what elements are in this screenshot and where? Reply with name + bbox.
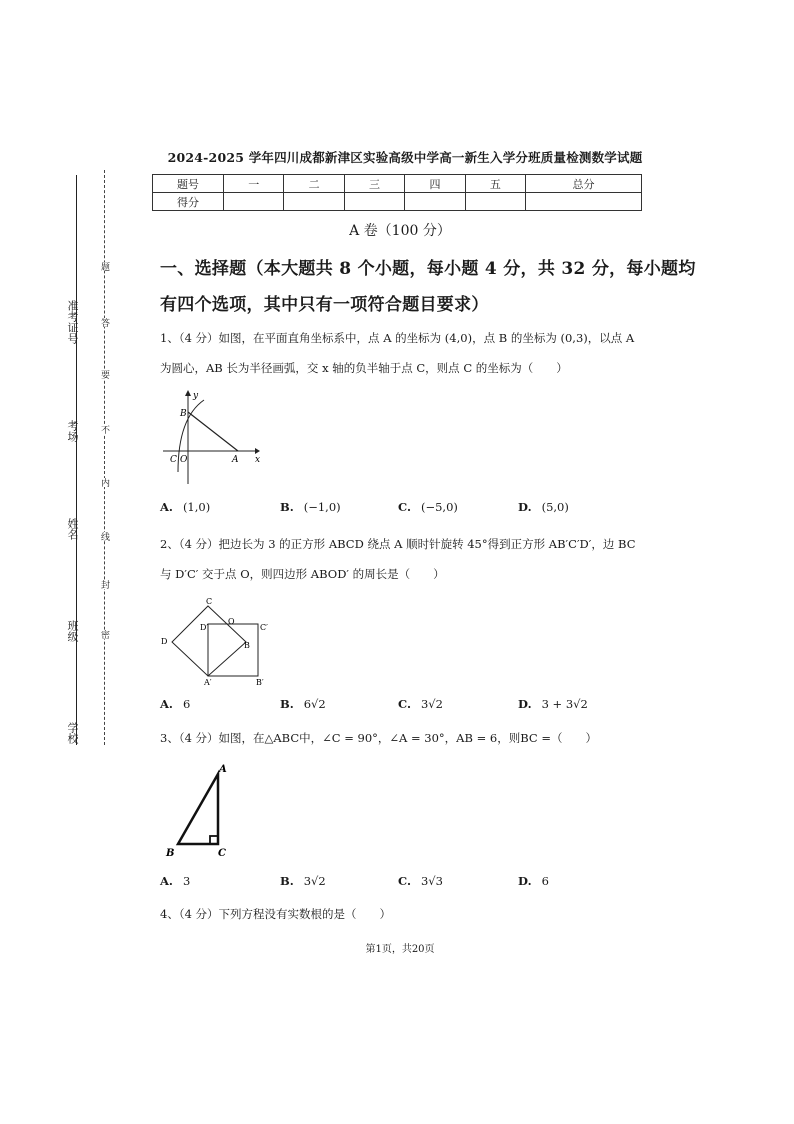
label-o: O [228, 617, 235, 626]
score-cell [465, 193, 525, 211]
q1-text-line1: 1、（4 分）如图，在平面直角坐标系中，点 A 的坐标为 (4,0)，点 B 的坐标为 (0,3)，以点 A [160, 331, 635, 345]
label-c: C [218, 848, 226, 859]
binding-label-school: 学校 [66, 722, 79, 744]
q2-option-d: D. 3 + 3√2 [518, 697, 588, 711]
binding-line [76, 175, 77, 745]
label-o: O [180, 455, 188, 465]
label-a: A [219, 764, 227, 775]
label-b: B [244, 641, 250, 650]
seal-char: 封 [99, 580, 109, 589]
section-heading-line1: 一、选择题（本大题共 8 个小题，每小题 4 分，共 32 分，每小题均 [160, 259, 696, 279]
q4-text-line1: 4、（4 分）下列方程没有实数根的是（ ） [160, 907, 392, 921]
q3-figure [162, 760, 242, 860]
score-cell: 四 [405, 175, 465, 193]
label-b1: B′ [256, 678, 264, 686]
seal-char: 线 [99, 532, 109, 541]
q3-option-c: C. 3√3 [398, 874, 443, 888]
score-cell [224, 193, 284, 211]
q1-option-c: C. (−5,0) [398, 500, 458, 514]
score-cell [284, 193, 344, 211]
q1-figure [160, 388, 260, 488]
x-axis-arrow [255, 448, 260, 454]
label-y: y [193, 391, 199, 401]
q2-text-line1: 2、（4 分）把边长为 3 的正方形 ABCD 绕点 A 顺时针旋转 45°得到正方形 AB′C′D′，边 BC [160, 537, 636, 551]
score-cell [405, 193, 465, 211]
label-b: B [180, 409, 187, 419]
q1-text-line2: 为圆心，AB 长为半径画弧，交 x 轴的负半轴于点 C，则点 C 的坐标为（ ） [160, 361, 568, 375]
q2-text-line2: 与 D′C′ 交于点 O，则四边形 ABOD′ 的周长是（ ） [160, 567, 445, 581]
score-cell: 总分 [526, 175, 642, 193]
seal-char: 要 [99, 370, 109, 379]
score-cell: 五 [465, 175, 525, 193]
label-d1: D′ [200, 623, 209, 632]
segment-ab [188, 412, 238, 451]
label-d: D [161, 637, 168, 646]
seal-char: 内 [99, 478, 109, 487]
label-x: x [255, 455, 260, 465]
binding-label-name: 姓名 [66, 518, 79, 540]
label-c: C [170, 455, 177, 465]
square-abcd [172, 606, 246, 676]
y-axis-arrow [185, 390, 191, 396]
score-cell: 一 [224, 175, 284, 193]
score-table-score-row [153, 193, 642, 211]
label-a: A [232, 455, 239, 465]
score-cell [344, 193, 404, 211]
score-cell [526, 193, 642, 211]
exam-title: 2024-2025 学年四川成都新津区实验高级中学高一新生入学分班质量检测数学试题 [167, 150, 643, 165]
section-a-heading: A 卷（100 分） [349, 223, 451, 239]
q3-option-b: B. 3√2 [280, 874, 326, 888]
q1-option-d: D. (5,0) [518, 500, 569, 514]
q2-option-b: B. 6√2 [280, 697, 326, 711]
triangle-abc [178, 774, 218, 844]
section-heading-line2: 有四个选项，其中只有一项符合题目要求） [160, 295, 489, 315]
q3-option-d: D. 6 [518, 874, 549, 888]
q2-option-c: C. 3√2 [398, 697, 443, 711]
score-cell: 题号 [153, 175, 224, 193]
score-cell: 三 [344, 175, 404, 193]
square-ab1c1d1 [208, 624, 258, 676]
seal-char: 题 [99, 262, 109, 271]
binding-label-exam-number: 准考证号 [66, 300, 79, 344]
q1-option-a: A. (1,0) [160, 500, 211, 514]
seal-char: 不 [99, 425, 109, 434]
q2-figure [158, 596, 273, 686]
seal-char: 答 [99, 318, 109, 327]
label-a: A′ [204, 678, 212, 686]
binding-label-exam-room: 考场 [66, 420, 79, 442]
score-table-header-row [153, 175, 642, 193]
label-c: C [206, 597, 213, 606]
q1-option-b: B. (−1,0) [280, 500, 341, 514]
score-table [152, 174, 642, 211]
q3-option-a: A. 3 [160, 874, 191, 888]
page-footer: 第1页，共20页 [365, 944, 435, 955]
score-cell: 得分 [153, 193, 224, 211]
label-c1: C′ [260, 623, 268, 632]
label-b: B [166, 848, 175, 859]
seal-dashed-line [104, 170, 105, 745]
binding-label-class: 班级 [66, 620, 79, 642]
q3-text-line1: 3、（4 分）如图，在△ABC中，∠C = 90°，∠A = 30°，AB = 6，则BC =（ ） [160, 731, 597, 745]
score-cell: 二 [284, 175, 344, 193]
q2-option-a: A. 6 [160, 697, 191, 711]
seal-char: 密 [99, 630, 109, 639]
